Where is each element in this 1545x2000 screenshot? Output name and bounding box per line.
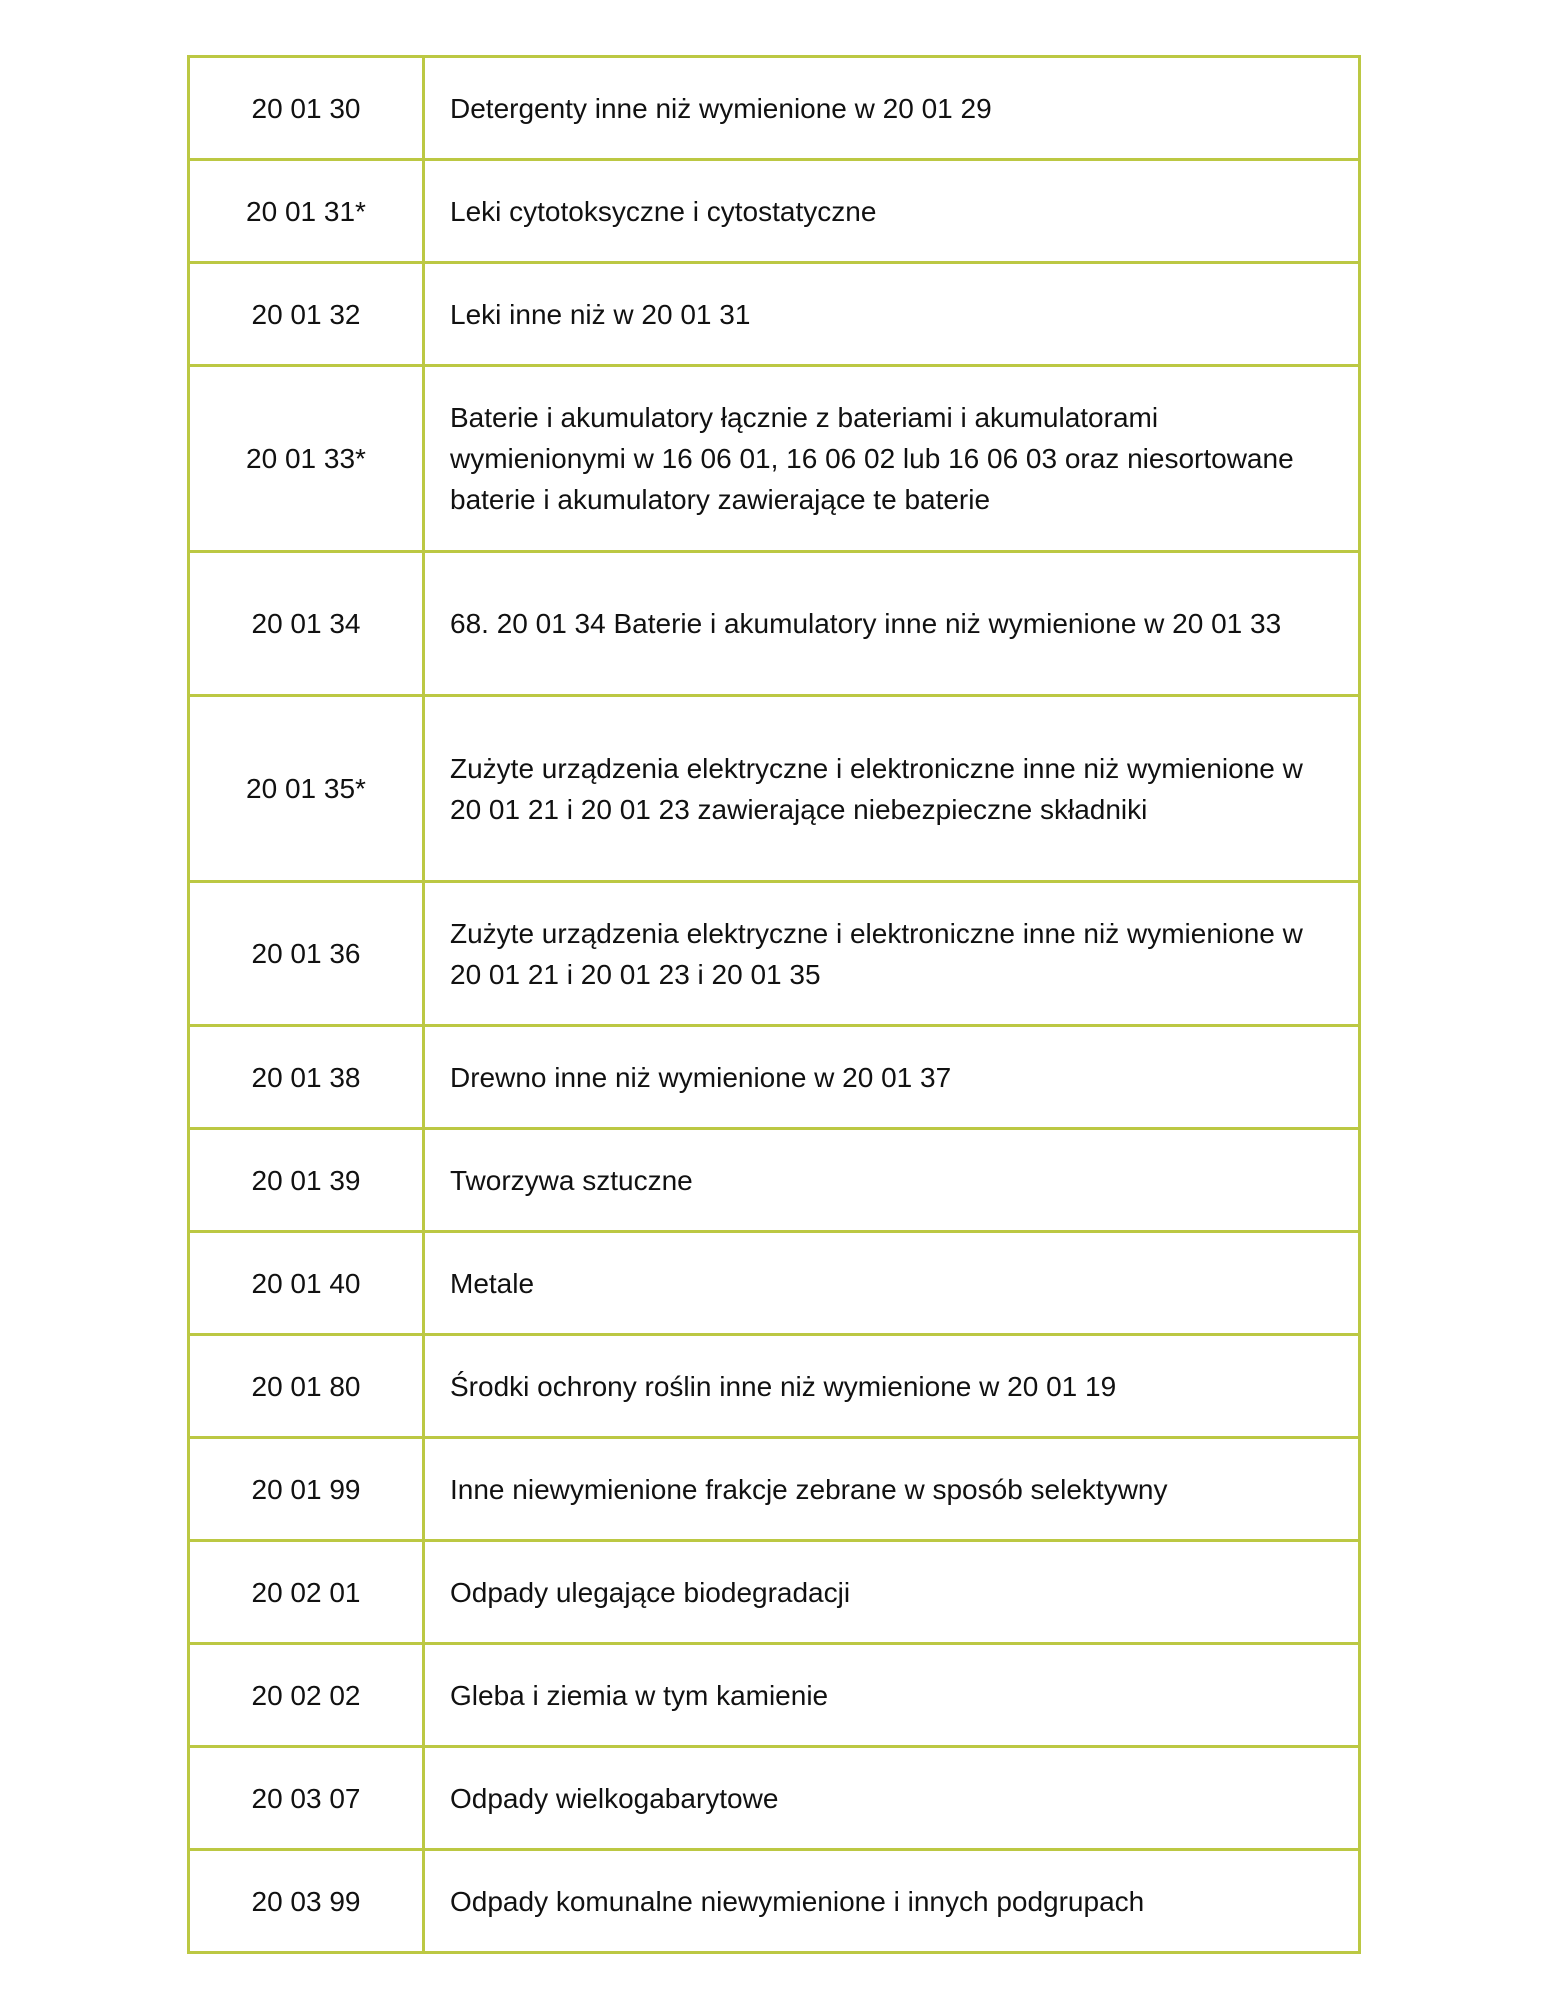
- table-row: [189, 1129, 1360, 1232]
- table-row: [189, 1232, 1360, 1335]
- waste-code-cell: 20 01 30: [189, 57, 424, 160]
- waste-description-cell: Gleba i ziemia w tym kamienie: [424, 1644, 1360, 1747]
- waste-code-cell: 20 01 31*: [189, 160, 424, 263]
- waste-code-cell: 20 01 36: [189, 882, 424, 1026]
- waste-description-cell: Zużyte urządzenia elektryczne i elektroniczne inne niż wymienione w 20 01 21 i 20 01 23 zawierające niebezpieczne składniki: [424, 696, 1360, 882]
- table-row: [189, 160, 1360, 263]
- table-row: [189, 366, 1360, 552]
- table-row: [189, 1644, 1360, 1747]
- waste-description-cell: Tworzywa sztuczne: [424, 1129, 1360, 1232]
- waste-code-cell: 20 01 39: [189, 1129, 424, 1232]
- waste-description-cell: Detergenty inne niż wymienione w 20 01 29: [424, 57, 1360, 160]
- table-row: [189, 696, 1360, 882]
- waste-description-cell: Zużyte urządzenia elektryczne i elektroniczne inne niż wymienione w 20 01 21 i 20 01 23 i 20 01 35: [424, 882, 1360, 1026]
- waste-description-cell: Metale: [424, 1232, 1360, 1335]
- waste-description-cell: Środki ochrony roślin inne niż wymienione w 20 01 19: [424, 1335, 1360, 1438]
- waste-code-cell: 20 01 80: [189, 1335, 424, 1438]
- waste-code-cell: 20 01 99: [189, 1438, 424, 1541]
- table-row: [189, 1850, 1360, 1953]
- waste-code-cell: 20 01 38: [189, 1026, 424, 1129]
- waste-description-cell: Baterie i akumulatory łącznie z bateriami i akumulatorami wymienionymi w 16 06 01, 16 06 02 lub 16 06 03 oraz niesortowane baterie i akumulatory zawierające te baterie: [424, 366, 1360, 552]
- waste-code-cell: 20 01 35*: [189, 696, 424, 882]
- waste-description-cell: 68. 20 01 34 Baterie i akumulatory inne niż wymienione w 20 01 33: [424, 552, 1360, 696]
- table-row: [189, 882, 1360, 1026]
- waste-code-table: [187, 55, 1361, 1954]
- waste-description-cell: Drewno inne niż wymienione w 20 01 37: [424, 1026, 1360, 1129]
- waste-description-cell: Odpady komunalne niewymienione i innych podgrupach: [424, 1850, 1360, 1953]
- waste-code-cell: 20 01 33*: [189, 366, 424, 552]
- waste-description-cell: Odpady ulegające biodegradacji: [424, 1541, 1360, 1644]
- table-row: [189, 1026, 1360, 1129]
- waste-description-cell: Leki inne niż w 20 01 31: [424, 263, 1360, 366]
- table-row: [189, 552, 1360, 696]
- waste-description-cell: Odpady wielkogabarytowe: [424, 1747, 1360, 1850]
- table-row: [189, 263, 1360, 366]
- table-row: [189, 57, 1360, 160]
- waste-description-cell: Inne niewymienione frakcje zebrane w sposób selektywny: [424, 1438, 1360, 1541]
- table-row: [189, 1335, 1360, 1438]
- waste-code-cell: 20 03 99: [189, 1850, 424, 1953]
- waste-code-cell: 20 02 02: [189, 1644, 424, 1747]
- waste-code-cell: 20 01 32: [189, 263, 424, 366]
- table-row: [189, 1541, 1360, 1644]
- waste-code-cell: 20 01 40: [189, 1232, 424, 1335]
- waste-code-cell: 20 03 07: [189, 1747, 424, 1850]
- waste-code-cell: 20 02 01: [189, 1541, 424, 1644]
- table-row: [189, 1438, 1360, 1541]
- waste-code-cell: 20 01 34: [189, 552, 424, 696]
- table-row: [189, 1747, 1360, 1850]
- waste-description-cell: Leki cytotoksyczne i cytostatyczne: [424, 160, 1360, 263]
